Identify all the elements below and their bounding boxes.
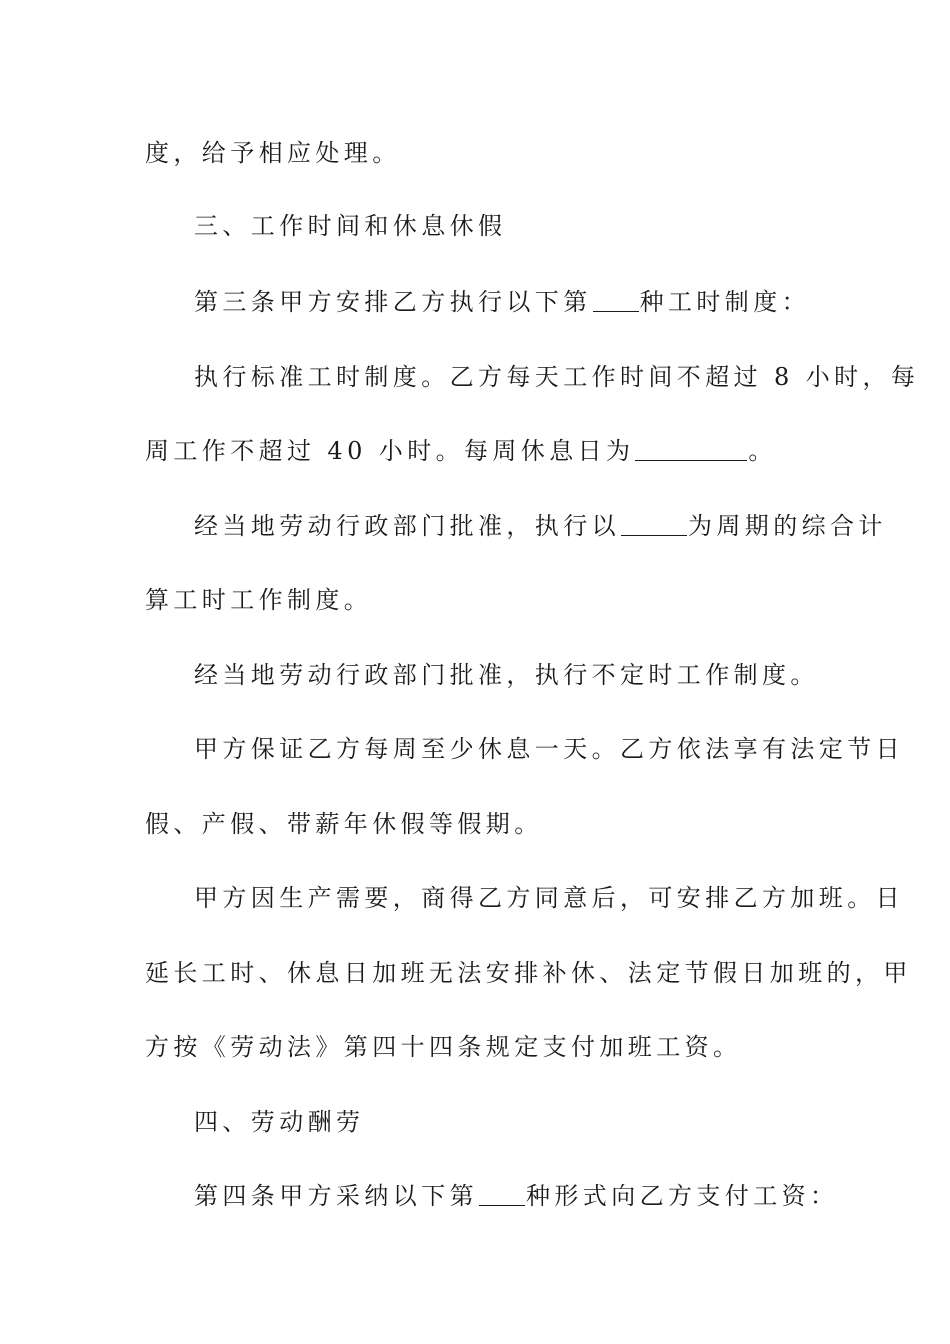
text-line: 假、产假、带薪年休假等假期。 xyxy=(145,810,543,838)
text-segment: 。 xyxy=(748,437,777,465)
section-heading: 四、劳动酬劳 xyxy=(194,1108,365,1136)
text-segment: 第三条甲方安排乙方执行以下第 xyxy=(194,288,592,316)
text-line xyxy=(194,287,810,317)
text-line: 甲方保证乙方每周至少休息一天。乙方依法享有法定节日 xyxy=(194,735,904,763)
text-line: 方按《劳动法》第四十四条规定支付加班工资。 xyxy=(145,1033,742,1061)
text-line xyxy=(194,511,887,541)
text-segment: 第四条甲方采纳以下第 xyxy=(194,1182,478,1210)
text-line xyxy=(145,436,777,466)
fill-in-blank xyxy=(593,287,639,312)
fill-in-blank xyxy=(635,436,747,461)
fill-in-blank xyxy=(621,511,687,536)
fill-in-blank xyxy=(479,1181,525,1206)
text-line: 算工时工作制度。 xyxy=(145,586,373,614)
text-segment: 周工作不超过 40 小时。每周休息日为 xyxy=(145,437,635,465)
section-heading: 三、工作时间和休息休假 xyxy=(194,212,507,240)
text-segment: 种工时制度： xyxy=(639,288,811,316)
text-segment: 为周期的综合计 xyxy=(688,512,887,540)
text-line: 延长工时、休息日加班无法安排补休、法定节假日加班的，甲 xyxy=(145,959,912,987)
text-line: 度，给予相应处理。 xyxy=(145,139,401,167)
text-line: 执行标准工时制度。乙方每天工作时间不超过 8 小时，每 xyxy=(194,363,920,391)
text-line xyxy=(194,1181,838,1211)
text-line: 甲方因生产需要，商得乙方同意后，可安排乙方加班。日 xyxy=(194,884,904,912)
text-segment: 种形式向乙方支付工资： xyxy=(526,1182,839,1210)
text-line: 经当地劳动行政部门批准，执行不定时工作制度。 xyxy=(194,661,819,689)
text-segment: 经当地劳动行政部门批准，执行以 xyxy=(194,512,620,540)
